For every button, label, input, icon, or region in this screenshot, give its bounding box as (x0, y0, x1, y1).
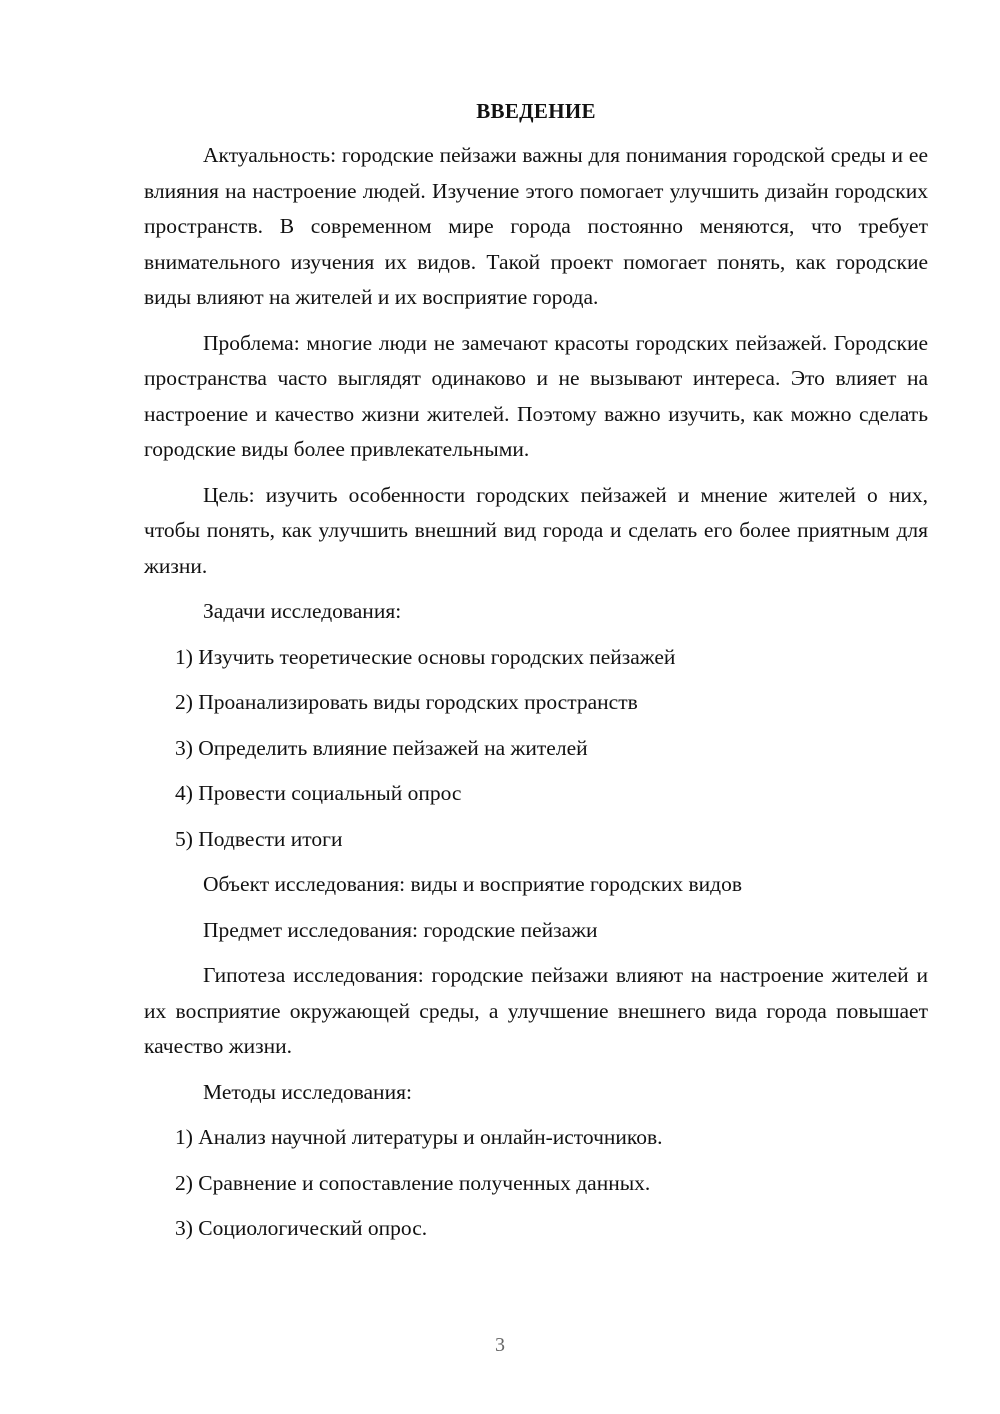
methods-list (144, 1120, 928, 1247)
page-number: 3 (495, 1334, 505, 1356)
method-item: 3) Социологический опрос. (175, 1216, 428, 1240)
task-item: 5) Подвести итоги (175, 826, 343, 851)
tasks-title: Задачи исследования: (203, 599, 402, 623)
task-item: 4) Провести социальный опрос (175, 781, 462, 805)
page-content (144, 96, 928, 1257)
hypothesis-paragraph: Гипотеза исследования: городские пейзажи влияют на настроение жителей и их восприятие окружающей среды, а улучшение внешнего вида города повышает качество жизни. (144, 963, 928, 1058)
tasks-list (144, 640, 928, 858)
goal-paragraph: Цель: изучить особенности городских пейзажей и мнение жителей о них, чтобы понять, как улучшить внешний вид города и сделать его более приятным для жизни. (144, 482, 928, 578)
method-item: 1) Анализ научной литературы и онлайн-источников. (175, 1125, 663, 1149)
problem-paragraph: Проблема: многие люди не замечают красоты городских пейзажей. Городские пространства часто выглядят одинаково и не вызывают интереса. Это влияет на настроение и качество жизни жителей. Поэтому важно изучить, как можно сделать городские виды более привлекательными. (144, 330, 928, 461)
page-heading: ВВЕДЕНИЕ (476, 99, 596, 123)
research-object: Объект исследования: виды и восприятие городских видов (203, 872, 743, 896)
task-item: 1) Изучить теоретические основы городских пейзажей (175, 644, 676, 669)
task-item: 2) Проанализировать виды городских пространств (175, 690, 638, 714)
relevance-paragraph: Актуальность: городские пейзажи важны для понимания городской среды и ее влияния на настроение людей. Изучение этого помогает улучшить дизайн городских пространств. В современном мире города постоянно меняются, что требует внимательного изучения их видов. Такой проект помогает понять, как городские виды влияют на жителей и их восприятие города. (144, 143, 928, 309)
method-item: 2) Сравнение и сопоставление полученных данных. (175, 1170, 651, 1195)
task-item: 3) Определить влияние пейзажей на жителей (175, 735, 588, 760)
methods-title: Методы исследования: (203, 1079, 412, 1104)
research-subject: Предмет исследования: городские пейзажи (203, 917, 598, 942)
